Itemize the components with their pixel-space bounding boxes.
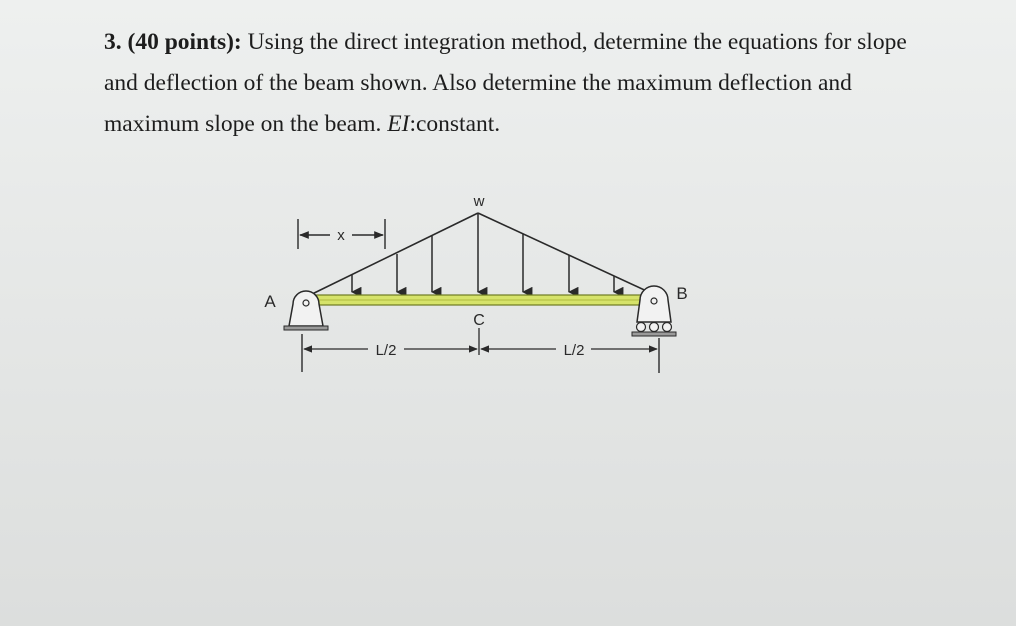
roller-wheel [637,323,646,332]
problem-number: 3. [104,29,122,55]
midpoint-label: C [473,312,485,329]
roller-hinge [651,298,657,304]
x-dimension-label: x [337,227,345,244]
roller-wheel [650,323,659,332]
load-arrows [352,214,614,292]
support-b-label: B [676,284,688,303]
support-b-roller [632,286,676,336]
load-slope-left [306,213,478,297]
problem-text-part2: :constant. [409,111,501,137]
left-half-dimension: L/2 [375,342,397,359]
problem-text-part1: Using the direct integration method, determine the equations for slope and deflection of the beam shown. Also determine the maximum deflection and maximum slope on the beam. [104,29,907,137]
ei-symbol: EI [387,111,410,137]
roller-wheel [663,323,672,332]
right-half-dimension: L/2 [563,342,585,359]
pin-ground [284,326,328,330]
problem-points: (40 points): [127,29,242,55]
span-dimension [302,334,659,373]
x-dimension [298,219,385,249]
support-a-label: A [264,292,276,311]
pin-hinge [303,300,309,306]
roller-ground [632,332,676,336]
load-label: w [473,193,485,210]
load-slope-right [478,213,653,294]
triangular-load [306,213,653,297]
